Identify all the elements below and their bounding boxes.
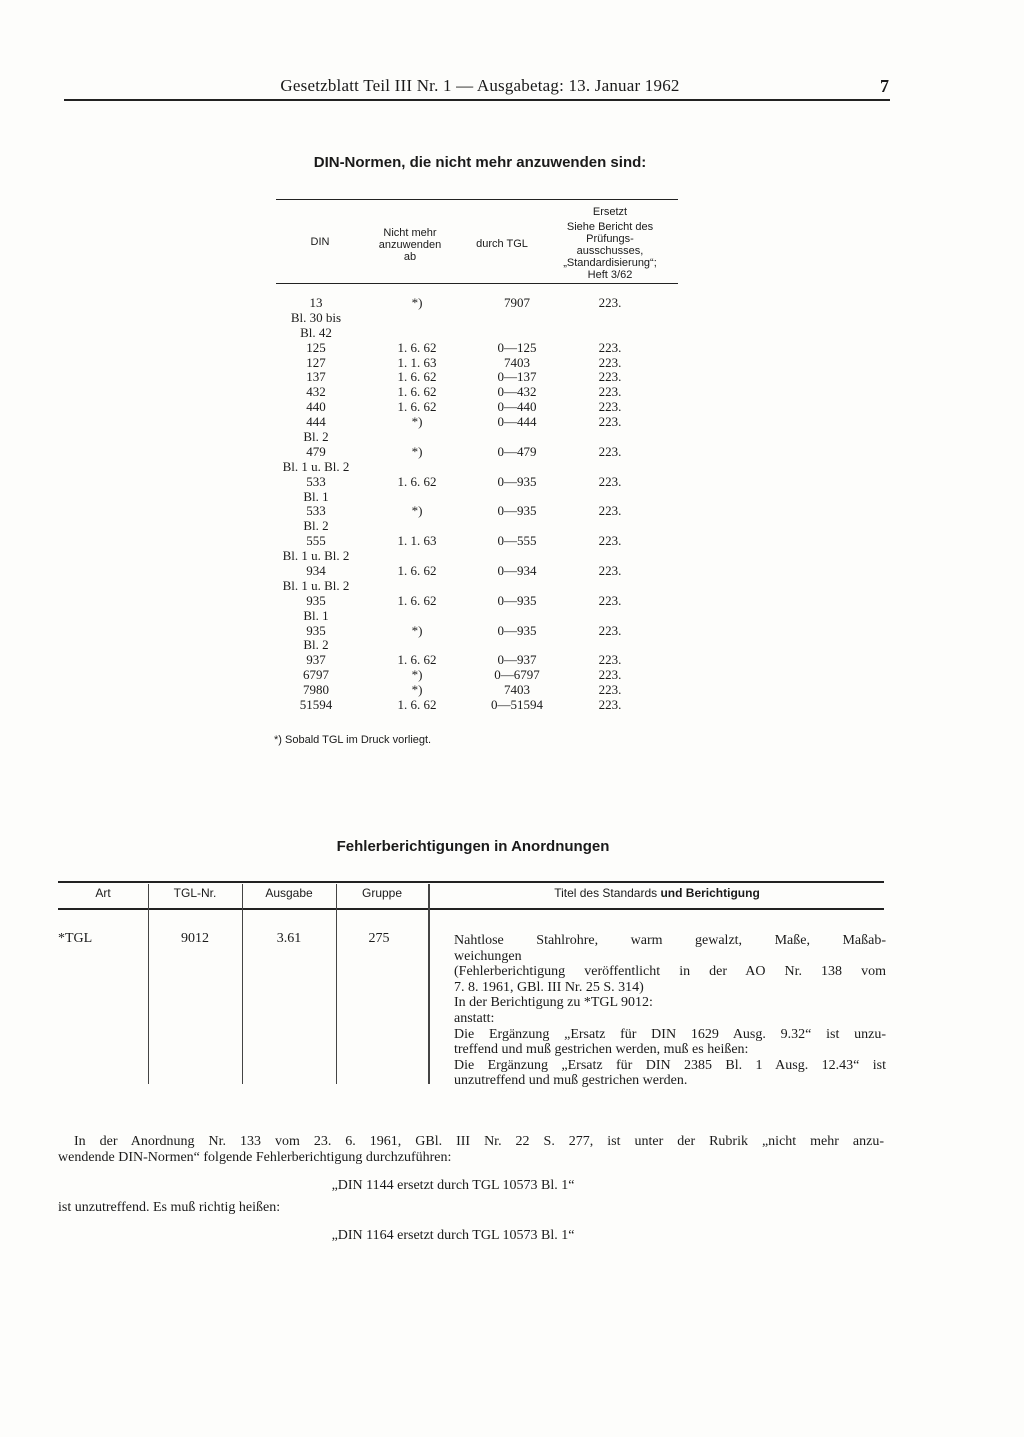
table-row: [262, 445, 662, 460]
column-divider: [242, 884, 243, 1084]
table-row: [262, 370, 662, 385]
corrections-title: Fehlerberichtigungen in Anordnungen: [336, 838, 610, 855]
cell-bericht: 223.: [598, 443, 622, 459]
col-header-tgl-nr: TGL-Nr.: [173, 886, 217, 900]
cell-din: Bl. 2: [303, 518, 329, 534]
cell-nicht-mehr-ab: 1. 1. 63: [397, 354, 437, 370]
corrections-header-rule: [58, 908, 884, 910]
cell-durch-tgl: 0—935: [497, 592, 537, 608]
cell-bericht: 223.: [598, 592, 622, 608]
header-line: ab: [403, 251, 417, 263]
cell-nicht-mehr-ab: 1. 6. 62: [397, 563, 437, 579]
table-row: [262, 296, 662, 311]
column-divider: [148, 884, 149, 1084]
cell-bericht: 223.: [598, 697, 622, 713]
text-line: Nahtlose Stahlrohre, warm gewalzt, Maße, Maßab-: [454, 933, 886, 948]
header-titel-bold: und Berichtigung: [660, 886, 760, 900]
cell-bericht: 223.: [598, 473, 622, 489]
header-line: „Standardisierung“;: [563, 257, 657, 269]
cell-din: Bl. 30 bis: [290, 309, 342, 325]
cell-bericht: [570, 549, 650, 564]
din-table-body: [262, 296, 662, 713]
table-row: [262, 475, 662, 490]
header-line: Prüfungs-: [586, 233, 634, 245]
quote-incorrect: „DIN 1144 ersetzt durch TGL 10573 Bl. 1“: [331, 1178, 575, 1193]
cell-durch-tgl: 0—137: [497, 369, 537, 385]
page-number: 7: [880, 76, 889, 96]
cell-bericht: 223.: [598, 414, 622, 430]
text-line: In der Anordnung Nr. 133 vom 23. 6. 1961, GBl. III Nr. 22 S. 277, ist unter der Rubrik „nicht mehr anzu-: [74, 1134, 884, 1149]
cell-durch-tgl: 0—440: [497, 399, 537, 415]
cell-din: 937: [306, 652, 326, 668]
cell-din: Bl. 2: [303, 637, 329, 653]
cell-din: Bl. 2: [303, 429, 329, 445]
closing-paragraph: [58, 1134, 884, 1165]
cell-nicht-mehr-ab: [370, 638, 464, 653]
cell-nicht-mehr-ab: [370, 326, 464, 341]
cell-bericht: 223.: [598, 667, 622, 683]
cell-din: Bl. 1 u. Bl. 2: [282, 458, 350, 474]
cell-nicht-mehr-ab: 1. 6. 62: [397, 384, 437, 400]
correction-statement: ist unzutreffend. Es muß richtig heißen:: [58, 1200, 281, 1215]
cell-bericht: 223.: [598, 533, 622, 549]
din-table-top-rule: [276, 199, 678, 200]
cell-nicht-mehr-ab: *): [411, 443, 423, 459]
cell-bericht: [570, 460, 650, 475]
cell-durch-tgl: 7403: [504, 354, 530, 370]
cell-nicht-mehr-ab: 1. 6. 62: [397, 339, 437, 355]
cell-durch-tgl: [464, 519, 570, 534]
col-header-siehe-bericht: [540, 221, 680, 281]
cell-nicht-mehr-ab: 1. 1. 63: [397, 533, 437, 549]
table-row: [262, 594, 662, 609]
cell-bericht: 223.: [598, 354, 622, 370]
cell-nicht-mehr-ab: [370, 490, 464, 505]
header-line: Siehe Bericht des: [566, 221, 654, 233]
cell-nicht-mehr-ab: [370, 311, 464, 326]
table-row: [262, 430, 662, 445]
cell-din: 127: [306, 354, 326, 370]
header-titel-normal: Titel des Standards: [554, 886, 661, 900]
cell-din: 533: [306, 473, 326, 489]
cell-din: 935: [306, 622, 326, 638]
cell-din: 125: [306, 339, 326, 355]
cell-durch-tgl: [464, 326, 570, 341]
cell-din: Bl. 1: [303, 607, 329, 623]
cell-nicht-mehr-ab: *): [411, 682, 423, 698]
cell-titel: [454, 933, 886, 1089]
header-rule: [64, 99, 890, 101]
cell-din: 555: [306, 533, 326, 549]
cell-din: 51594: [299, 697, 333, 713]
table-row: [262, 460, 662, 475]
col-header-durch-tgl: durch TGL: [476, 238, 528, 250]
cell-durch-tgl: [464, 311, 570, 326]
header-line: Nicht mehr: [383, 227, 437, 239]
din-table-footnote: *) Sobald TGL im Druck vorliegt.: [274, 734, 432, 746]
cell-din: 533: [306, 503, 326, 519]
header-line: ausschusses,: [576, 245, 644, 257]
running-header: Gesetzblatt Teil III Nr. 1 — Ausgabetag: 13. Januar 1962: [280, 76, 680, 95]
cell-nicht-mehr-ab: [370, 609, 464, 624]
cell-din: 934: [306, 563, 326, 579]
table-row: [262, 683, 662, 698]
cell-tgl-nr: 9012: [181, 931, 209, 946]
cell-nicht-mehr-ab: [370, 579, 464, 594]
table-row: [262, 326, 662, 341]
cell-bericht: 223.: [598, 622, 622, 638]
cell-durch-tgl: [464, 549, 570, 564]
column-divider: [336, 884, 337, 1084]
cell-bericht: 223.: [598, 339, 622, 355]
cell-din: 444: [306, 414, 326, 430]
cell-durch-tgl: 0—6797: [494, 667, 540, 683]
cell-nicht-mehr-ab: 1. 6. 62: [397, 399, 437, 415]
cell-durch-tgl: 0—444: [497, 414, 537, 430]
column-divider: [428, 884, 430, 1084]
cell-durch-tgl: [464, 609, 570, 624]
table-row: [262, 504, 662, 519]
cell-bericht: 223.: [598, 384, 622, 400]
text-line: 7. 8. 1961, GBl. III Nr. 25 S. 314): [454, 979, 644, 995]
cell-nicht-mehr-ab: 1. 6. 62: [397, 369, 437, 385]
cell-durch-tgl: 0—935: [497, 503, 537, 519]
cell-bericht: [570, 519, 650, 534]
cell-durch-tgl: [464, 430, 570, 445]
table-row: [262, 653, 662, 668]
cell-bericht: 223.: [598, 563, 622, 579]
table-row: [262, 311, 662, 326]
table-row: [262, 341, 662, 356]
text-line: weichungen: [454, 948, 522, 964]
cell-bericht: 223.: [598, 295, 622, 310]
cell-nicht-mehr-ab: 1. 6. 62: [397, 473, 437, 489]
col-header-ausgabe: Ausgabe: [265, 886, 313, 900]
text-line: anstatt:: [454, 1010, 495, 1026]
cell-durch-tgl: 0—479: [497, 443, 537, 459]
cell-durch-tgl: 0—432: [497, 384, 537, 400]
col-header-ersetzt: Ersetzt: [592, 206, 628, 218]
text-line: wendende DIN-Normen“ folgende Fehlerberichtigung durchzuführen:: [58, 1149, 452, 1165]
table-row: [262, 624, 662, 639]
cell-nicht-mehr-ab: *): [411, 295, 423, 310]
cell-durch-tgl: 0—935: [497, 473, 537, 489]
text-line: Die Ergänzung „Ersatz für DIN 1629 Ausg. 9.32“ ist unzu-: [454, 1026, 886, 1042]
table-row: [262, 534, 662, 549]
col-header-nicht-mehr: [360, 227, 460, 263]
header-line: anzuwenden: [378, 239, 442, 251]
cell-durch-tgl: 7907: [504, 295, 530, 310]
cell-nicht-mehr-ab: 1. 6. 62: [397, 697, 437, 713]
cell-din: 935: [306, 592, 326, 608]
cell-durch-tgl: [464, 638, 570, 653]
corrections-top-rule: [58, 881, 884, 883]
col-header-din: DIN: [310, 236, 330, 248]
cell-bericht: [570, 638, 650, 653]
table-row: [262, 564, 662, 579]
cell-nicht-mehr-ab: [370, 430, 464, 445]
cell-durch-tgl: [464, 490, 570, 505]
cell-durch-tgl: 0—51594: [491, 697, 543, 713]
cell-bericht: [570, 609, 650, 624]
text-line: (Fehlerberichtigung veröffentlicht in der AO Nr. 138 vom: [454, 964, 886, 980]
cell-durch-tgl: 0—935: [497, 622, 537, 638]
cell-bericht: 223.: [598, 682, 622, 698]
table-row: [262, 698, 662, 713]
cell-nicht-mehr-ab: [370, 549, 464, 564]
table-row: [262, 490, 662, 505]
cell-nicht-mehr-ab: *): [411, 414, 423, 430]
cell-bericht: [570, 430, 650, 445]
table-row: [262, 519, 662, 534]
cell-nicht-mehr-ab: *): [411, 667, 423, 683]
col-header-art: Art: [95, 886, 111, 900]
text-line: treffend und muß gestrichen werden, muß es heißen:: [454, 1042, 749, 1058]
cell-gruppe: 275: [368, 931, 390, 946]
din-table-header-rule: [276, 283, 678, 284]
table-row: [262, 400, 662, 415]
cell-durch-tgl: 0—937: [497, 652, 537, 668]
cell-din: Bl. 1 u. Bl. 2: [282, 577, 350, 593]
cell-bericht: 223.: [598, 503, 622, 519]
cell-din: 432: [306, 384, 326, 400]
cell-durch-tgl: [464, 460, 570, 475]
cell-din: 440: [306, 399, 326, 415]
cell-nicht-mehr-ab: 1. 6. 62: [397, 592, 437, 608]
cell-nicht-mehr-ab: [370, 519, 464, 534]
cell-bericht: 223.: [598, 399, 622, 415]
table-row: [262, 385, 662, 400]
cell-art: *TGL: [58, 931, 93, 946]
cell-ausgabe: 3.61: [276, 931, 302, 946]
cell-bericht: [570, 579, 650, 594]
cell-nicht-mehr-ab: 1. 6. 62: [397, 652, 437, 668]
cell-bericht: 223.: [598, 652, 622, 668]
col-header-gruppe: Gruppe: [361, 886, 403, 900]
cell-bericht: [570, 490, 650, 505]
cell-durch-tgl: 7403: [504, 682, 530, 698]
cell-din: Bl. 1 u. Bl. 2: [282, 548, 350, 564]
text-line: unzutreffend und muß gestrichen werden.: [454, 1073, 688, 1089]
cell-nicht-mehr-ab: *): [411, 622, 423, 638]
cell-din: 479: [306, 443, 326, 459]
cell-nicht-mehr-ab: [370, 460, 464, 475]
col-header-titel: [430, 886, 884, 900]
cell-din: Bl. 42: [300, 324, 332, 340]
table-row: [262, 356, 662, 371]
table-row: [262, 609, 662, 624]
cell-din: 7980: [303, 682, 329, 698]
cell-din: 137: [306, 369, 326, 385]
cell-nicht-mehr-ab: *): [411, 503, 423, 519]
cell-din: 13: [309, 295, 323, 310]
table-row: [262, 549, 662, 564]
cell-bericht: [570, 326, 650, 341]
table-row: [262, 579, 662, 594]
header-line: Heft 3/62: [587, 269, 633, 281]
cell-durch-tgl: 0—934: [497, 563, 537, 579]
cell-durch-tgl: 0—125: [497, 339, 537, 355]
text-line: In der Berichtigung zu *TGL 9012:: [454, 995, 653, 1011]
din-table-title: DIN-Normen, die nicht mehr anzuwenden sind:: [313, 154, 647, 171]
table-row: [262, 668, 662, 683]
cell-durch-tgl: 0—555: [497, 533, 537, 549]
quote-correct: „DIN 1164 ersetzt durch TGL 10573 Bl. 1“: [331, 1228, 575, 1243]
table-row: [262, 638, 662, 653]
cell-bericht: 223.: [598, 369, 622, 385]
table-row: [262, 415, 662, 430]
cell-bericht: [570, 311, 650, 326]
cell-din: 6797: [303, 667, 329, 683]
cell-durch-tgl: [464, 579, 570, 594]
cell-din: Bl. 1: [303, 488, 329, 504]
text-line: Die Ergänzung „Ersatz für DIN 2385 Bl. 1 Ausg. 12.43“ ist: [454, 1057, 886, 1073]
